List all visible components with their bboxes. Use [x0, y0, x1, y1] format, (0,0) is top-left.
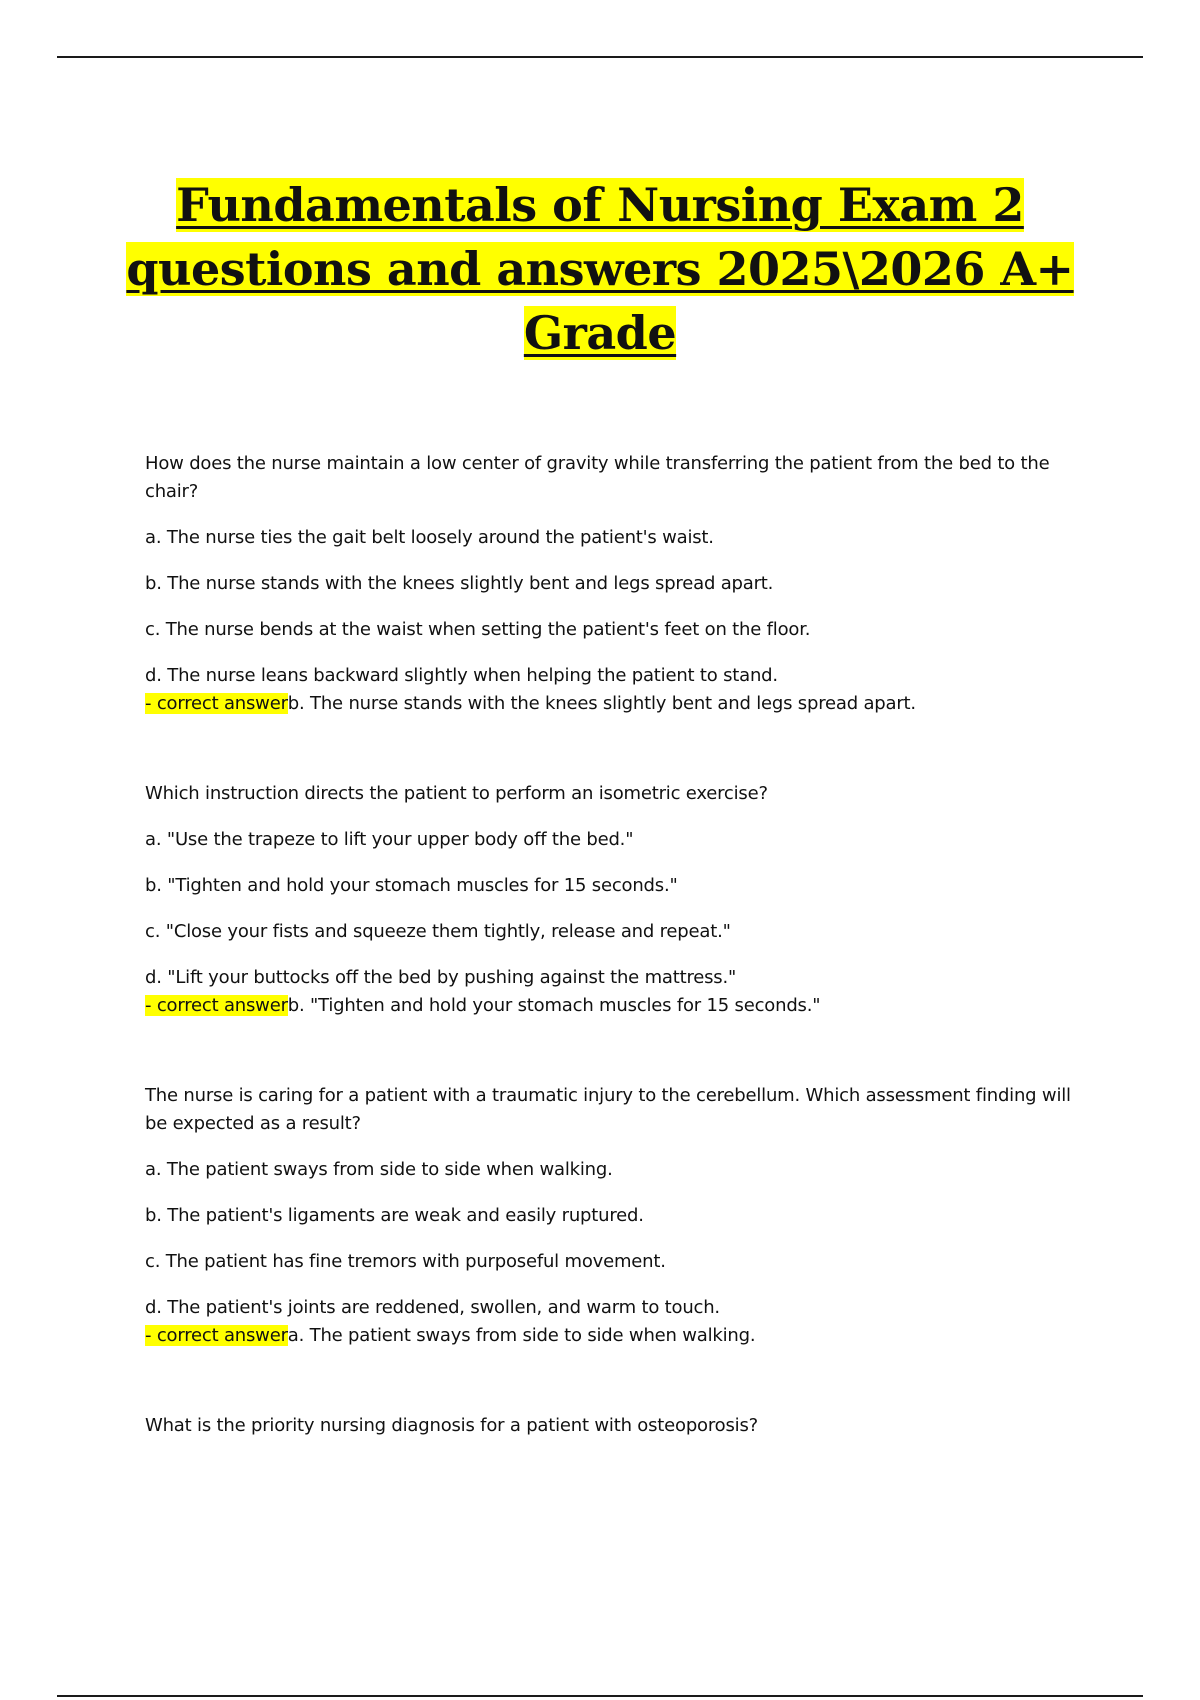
option-a: a. The nurse ties the gait belt loosely around the patient's waist. [145, 527, 714, 548]
question-text: What is the priority nursing diagnosis for a patient with osteoporosis? [145, 1415, 758, 1436]
title-line-2: questions and answers 2025\2026 A+ [126, 241, 1074, 296]
top-rule [57, 56, 1143, 58]
option-d: d. The nurse leans backward slightly when helping the patient to stand. [145, 665, 778, 686]
option-d: d. "Lift your buttocks off the bed by pushing against the mattress." [145, 967, 737, 988]
option-d: d. The patient's joints are reddened, swollen, and warm to touch. [145, 1297, 720, 1318]
correct-answer [145, 992, 1095, 1020]
question-list [145, 450, 1095, 1502]
correct-answer-text: b. The nurse stands with the knees slightly bent and legs spread apart. [287, 693, 916, 714]
question-block-4 [145, 1412, 1095, 1440]
question-text: How does the nurse maintain a low center of gravity while transferring the patient from the bed to the chair? [145, 453, 1050, 502]
option-a: a. "Use the trapeze to lift your upper body off the bed." [145, 829, 634, 850]
correct-answer-tag: - correct answer [145, 1325, 288, 1346]
question-block-3 [145, 1082, 1095, 1350]
question-text: The nurse is caring for a patient with a traumatic injury to the cerebellum. Which assessment finding will be expected as a result? [145, 1085, 1071, 1134]
option-b: b. The nurse stands with the knees slightly bent and legs spread apart. [145, 573, 774, 594]
correct-answer [145, 1322, 1095, 1350]
question-block-2 [145, 780, 1095, 1020]
correct-answer-tag: - correct answer [145, 693, 288, 714]
option-b: b. "Tighten and hold your stomach muscles for 15 seconds." [145, 875, 678, 896]
question-text: Which instruction directs the patient to perform an isometric exercise? [145, 783, 768, 804]
correct-answer-tag: - correct answer [145, 995, 288, 1016]
option-c: c. The nurse bends at the waist when setting the patient's feet on the floor. [145, 619, 811, 640]
option-b: b. The patient's ligaments are weak and easily ruptured. [145, 1205, 644, 1226]
option-a: a. The patient sways from side to side when walking. [145, 1159, 613, 1180]
correct-answer [145, 690, 1095, 718]
option-c: c. "Close your fists and squeeze them tightly, release and repeat." [145, 921, 731, 942]
title-line-3: Grade [523, 305, 677, 360]
correct-answer-text: b. "Tighten and hold your stomach muscles for 15 seconds." [287, 995, 821, 1016]
title-line-1: Fundamentals of Nursing Exam 2 [176, 177, 1024, 232]
correct-answer-text: a. The patient sways from side to side when walking. [287, 1325, 756, 1346]
option-c: c. The patient has fine tremors with purposeful movement. [145, 1251, 666, 1272]
page-title [60, 173, 1140, 365]
question-block-1 [145, 450, 1095, 718]
bottom-rule [57, 1695, 1143, 1697]
